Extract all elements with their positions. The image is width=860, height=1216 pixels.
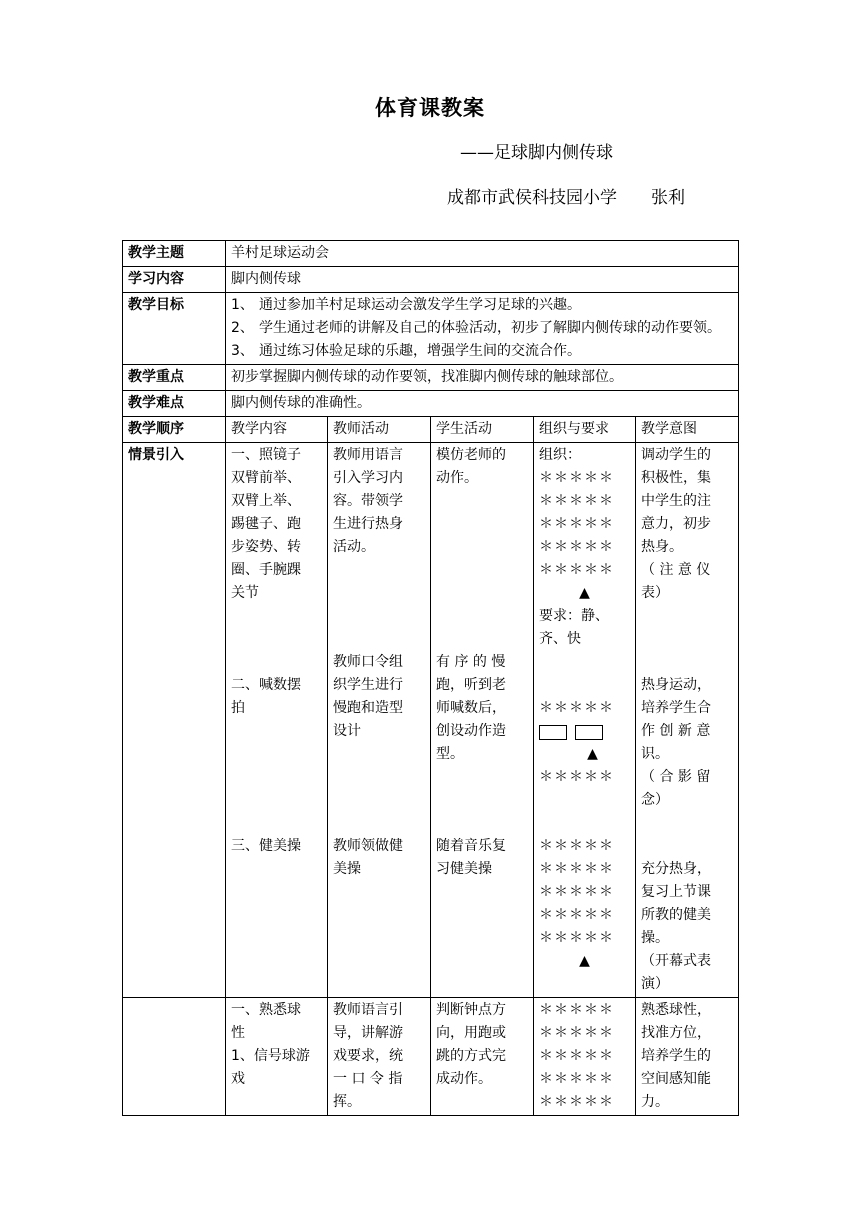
- content-line: 圈、手腕踝: [231, 562, 301, 578]
- intent-line: 中学生的注: [641, 493, 711, 509]
- rectangle-icon: [575, 725, 603, 740]
- student-cell: [431, 998, 534, 1116]
- column-header: 教师活动: [328, 417, 431, 443]
- intent-line: 调动学生的: [641, 447, 711, 463]
- intent-line: 积极性，集: [641, 470, 711, 486]
- intent-line: 培养学生合: [641, 700, 711, 716]
- teacher-line: 教师口令组: [333, 654, 403, 670]
- teacher-line: 教师用语言: [333, 447, 403, 463]
- table-row: [123, 241, 739, 267]
- formation-stars: ＊＊＊＊＊: [539, 930, 614, 946]
- teacher-line: 教师领做健: [333, 838, 403, 854]
- table-row: [123, 365, 739, 391]
- goal-item: [231, 317, 733, 340]
- column-header: 教学意图: [636, 417, 739, 443]
- intent-line: 热身运动，: [641, 677, 711, 693]
- goal-number: 1、: [231, 297, 254, 313]
- student-line: 判断钟点方: [436, 1002, 506, 1018]
- table-row: [123, 267, 739, 293]
- student-line: 随着音乐复: [436, 838, 506, 854]
- theme-label: 教学主题: [123, 241, 226, 267]
- teacher-position-icon: ▲: [579, 953, 590, 969]
- student-line: 向，用跑或: [436, 1025, 506, 1041]
- student-cell: [431, 443, 534, 998]
- student-line: 习健美操: [436, 861, 492, 877]
- box-markers: [539, 720, 630, 743]
- intent-line: 意力，初步: [641, 516, 711, 532]
- formation-stars: ＊＊＊＊＊: [539, 1048, 614, 1064]
- goal-text: 学生通过老师的讲解及自己的体验活动，初步了解脚内侧传球的动作要领。: [259, 320, 721, 336]
- content-line: 性: [231, 1025, 245, 1041]
- content-line: 双臂前举、: [231, 470, 301, 486]
- content-line: 二、喊数摆: [231, 677, 301, 693]
- content-line: 拍: [231, 700, 245, 716]
- formation-stars: ＊＊＊＊＊: [539, 861, 614, 877]
- table-row: [123, 391, 739, 417]
- formation-stars: ＊＊＊＊＊: [539, 1025, 614, 1041]
- key-point-value: 初步掌握脚内侧传球的动作要领，找准脚内侧传球的触球部位。: [226, 365, 739, 391]
- formation-stars: ＊＊＊＊＊: [539, 838, 614, 854]
- intent-line: 作 创 新 意: [641, 723, 711, 739]
- org-requirement: 齐、快: [539, 631, 581, 647]
- content-line: 步姿势、转: [231, 539, 301, 555]
- formation-stars: ＊＊＊＊＊: [539, 1094, 614, 1110]
- formation-stars: ＊＊＊＊＊: [539, 516, 614, 532]
- goal-item: [231, 340, 733, 363]
- key-point-label: 教学重点: [123, 365, 226, 391]
- section-label: 情景引入: [123, 443, 226, 998]
- organization-cell: [534, 443, 636, 998]
- goal-number: 3、: [231, 343, 254, 359]
- section-label-empty: [123, 998, 226, 1116]
- teacher-line: 教师语言引: [333, 1002, 403, 1018]
- goals-list: [226, 293, 739, 365]
- formation-stars: ＊＊＊＊＊: [539, 493, 614, 509]
- teacher-line: 美操: [333, 861, 361, 877]
- content-line: 踢毽子、跑: [231, 516, 301, 532]
- order-label: 教学顺序: [123, 417, 226, 443]
- content-line: 三、健美操: [231, 838, 301, 854]
- teacher-line: 一 口 令 指: [333, 1071, 403, 1087]
- formation-stars: ＊＊＊＊＊: [539, 700, 614, 716]
- goal-text: 通过练习体验足球的乐趣，增强学生间的交流合作。: [259, 343, 581, 359]
- teacher-line: 设计: [333, 723, 361, 739]
- teacher-line: 织学生进行: [333, 677, 403, 693]
- content-line: 一、熟悉球: [231, 1002, 301, 1018]
- intent-line: 热身。: [641, 539, 683, 555]
- intent-line: （开幕式表: [641, 953, 711, 969]
- content-line: 戏: [231, 1071, 245, 1087]
- column-header: 教学内容: [226, 417, 328, 443]
- student-line: 创设动作造: [436, 723, 506, 739]
- content-value: 脚内侧传球: [226, 267, 739, 293]
- intent-line: （ 注 意 仪: [641, 562, 711, 578]
- org-label: 组织：: [539, 447, 581, 463]
- table-row: [123, 417, 739, 443]
- difficulty-label: 教学难点: [123, 391, 226, 417]
- teacher-line: 生进行热身: [333, 516, 403, 532]
- content-cell: [226, 998, 328, 1116]
- teacher-line: 慢跑和造型: [333, 700, 403, 716]
- organization-cell: [534, 998, 636, 1116]
- intent-line: 所教的健美: [641, 907, 711, 923]
- content-line: 关节: [231, 585, 259, 601]
- table-row: [123, 443, 739, 998]
- teacher-line: 容。带领学: [333, 493, 403, 509]
- formation-stars: ＊＊＊＊＊: [539, 562, 614, 578]
- intent-line: 演）: [641, 976, 669, 992]
- student-line: 型。: [436, 746, 464, 762]
- content-line: 一、照镜子: [231, 447, 301, 463]
- teacher-line: 戏要求，统: [333, 1048, 403, 1064]
- column-header: 学生活动: [431, 417, 534, 443]
- teacher-line: 引入学习内: [333, 470, 403, 486]
- author-line: 成都市武侯科技园小学 张利: [447, 188, 685, 208]
- content-cell: [226, 443, 328, 998]
- goal-item: [231, 294, 733, 317]
- teacher-cell: [328, 443, 431, 998]
- intent-line: 找准方位，: [641, 1025, 711, 1041]
- formation-stars: ＊＊＊＊＊: [539, 1002, 614, 1018]
- intent-line: 表）: [641, 585, 669, 601]
- intent-line: 念）: [641, 792, 669, 808]
- table-row: [123, 998, 739, 1116]
- student-line: 成动作。: [436, 1071, 492, 1087]
- student-line: 跑，听到老: [436, 677, 506, 693]
- lesson-plan-table: [122, 240, 739, 1116]
- intent-line: 操。: [641, 930, 669, 946]
- teacher-line: 导，讲解游: [333, 1025, 403, 1041]
- column-header: 组织与要求: [534, 417, 636, 443]
- student-line: 有 序 的 慢: [436, 654, 506, 670]
- content-line: 双臂上举、: [231, 493, 301, 509]
- content-label: 学习内容: [123, 267, 226, 293]
- page-subtitle: ——足球脚内侧传球: [460, 143, 613, 163]
- formation-stars: ＊＊＊＊＊: [539, 769, 614, 785]
- intent-line: 空间感知能: [641, 1071, 711, 1087]
- student-line: 师喊数后，: [436, 700, 506, 716]
- teacher-line: 挥。: [333, 1094, 361, 1110]
- student-line: 模仿老师的: [436, 447, 506, 463]
- intent-line: （ 合 影 留: [641, 769, 711, 785]
- goal-number: 2、: [231, 320, 254, 336]
- intent-line: 力。: [641, 1094, 669, 1110]
- content-line: 1、信号球游: [231, 1048, 310, 1064]
- intent-cell: [636, 443, 739, 998]
- teacher-position-icon: ▲: [579, 585, 590, 601]
- theme-value: 羊村足球运动会: [226, 241, 739, 267]
- student-line: 跳的方式完: [436, 1048, 506, 1064]
- formation-stars: ＊＊＊＊＊: [539, 884, 614, 900]
- teacher-line: 活动。: [333, 539, 375, 555]
- formation-stars: ＊＊＊＊＊: [539, 907, 614, 923]
- teacher-cell: [328, 998, 431, 1116]
- org-requirement: 要求：静、: [539, 608, 609, 624]
- intent-cell: [636, 998, 739, 1116]
- intent-line: 充分热身，: [641, 861, 711, 877]
- rectangle-icon: [539, 725, 567, 740]
- page-title: 体育课教案: [375, 96, 485, 120]
- teacher-position-icon: ▲: [587, 746, 598, 762]
- formation-stars: ＊＊＊＊＊: [539, 470, 614, 486]
- table-row: [123, 293, 739, 365]
- goal-text: 通过参加羊村足球运动会激发学生学习足球的兴趣。: [259, 297, 581, 313]
- formation-stars: ＊＊＊＊＊: [539, 1071, 614, 1087]
- intent-line: 复习上节课: [641, 884, 711, 900]
- formation-stars: ＊＊＊＊＊: [539, 539, 614, 555]
- goals-label: 教学目标: [123, 293, 226, 365]
- student-line: 动作。: [436, 470, 478, 486]
- intent-line: 培养学生的: [641, 1048, 711, 1064]
- intent-line: 熟悉球性，: [641, 1002, 711, 1018]
- intent-line: 识。: [641, 746, 669, 762]
- difficulty-value: 脚内侧传球的准确性。: [226, 391, 739, 417]
